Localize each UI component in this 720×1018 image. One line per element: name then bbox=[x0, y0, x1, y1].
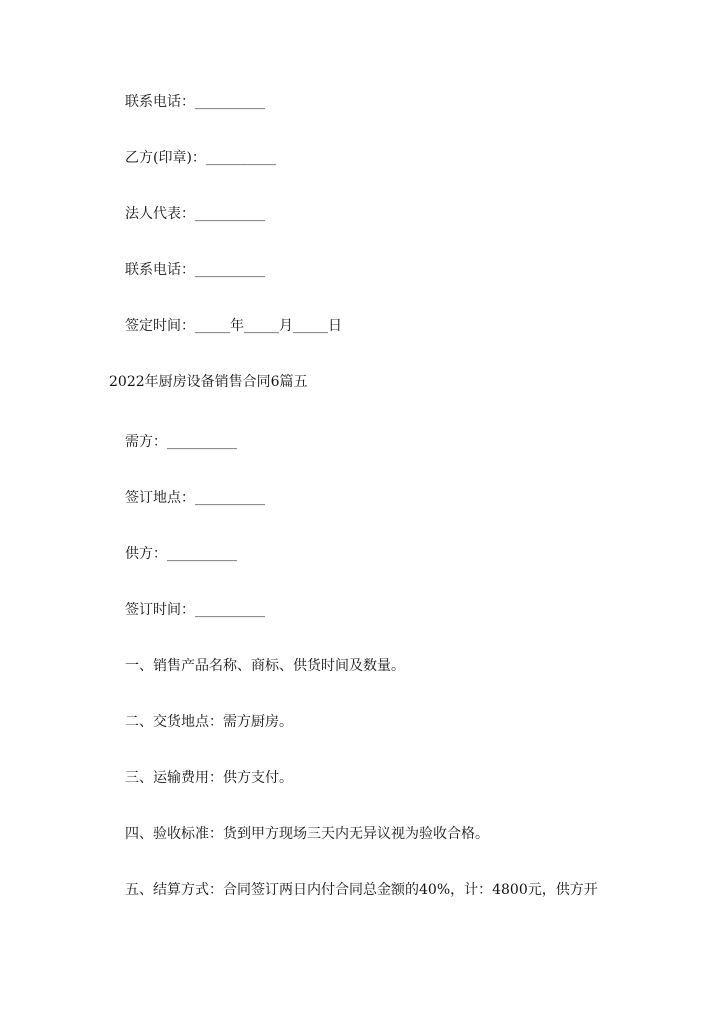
clause-4: 四、验收标准：货到甲方现场三天内无异议视为验收合格。 bbox=[125, 826, 489, 842]
clause-1: 一、销售产品名称、商标、供货时间及数量。 bbox=[125, 658, 405, 674]
clause-3: 三、运输费用：供方支付。 bbox=[125, 770, 293, 786]
buyer-line: 需方：__________ bbox=[125, 434, 237, 450]
signing-place-line: 签订地点：__________ bbox=[125, 490, 265, 506]
supplier-line: 供方：__________ bbox=[125, 546, 237, 562]
signing-time-line: 签订时间：__________ bbox=[125, 602, 265, 618]
clause-2: 二、交货地点：需方厨房。 bbox=[125, 714, 293, 730]
signing-date-line: 签定时间：_____年_____月_____日 bbox=[125, 318, 342, 334]
party-b-seal-line: 乙方(印章)：__________ bbox=[125, 150, 276, 166]
clause-5: 五、结算方式：合同签订两日内付合同总金额的40%，计：4800元，供方开 bbox=[125, 882, 598, 898]
legal-representative-line: 法人代表：__________ bbox=[125, 206, 265, 222]
contact-phone-line: 联系电话：__________ bbox=[125, 94, 265, 110]
contact-phone-line-2: 联系电话：__________ bbox=[125, 262, 265, 278]
section-heading: 2022年厨房设备销售合同6篇五 bbox=[109, 374, 308, 390]
